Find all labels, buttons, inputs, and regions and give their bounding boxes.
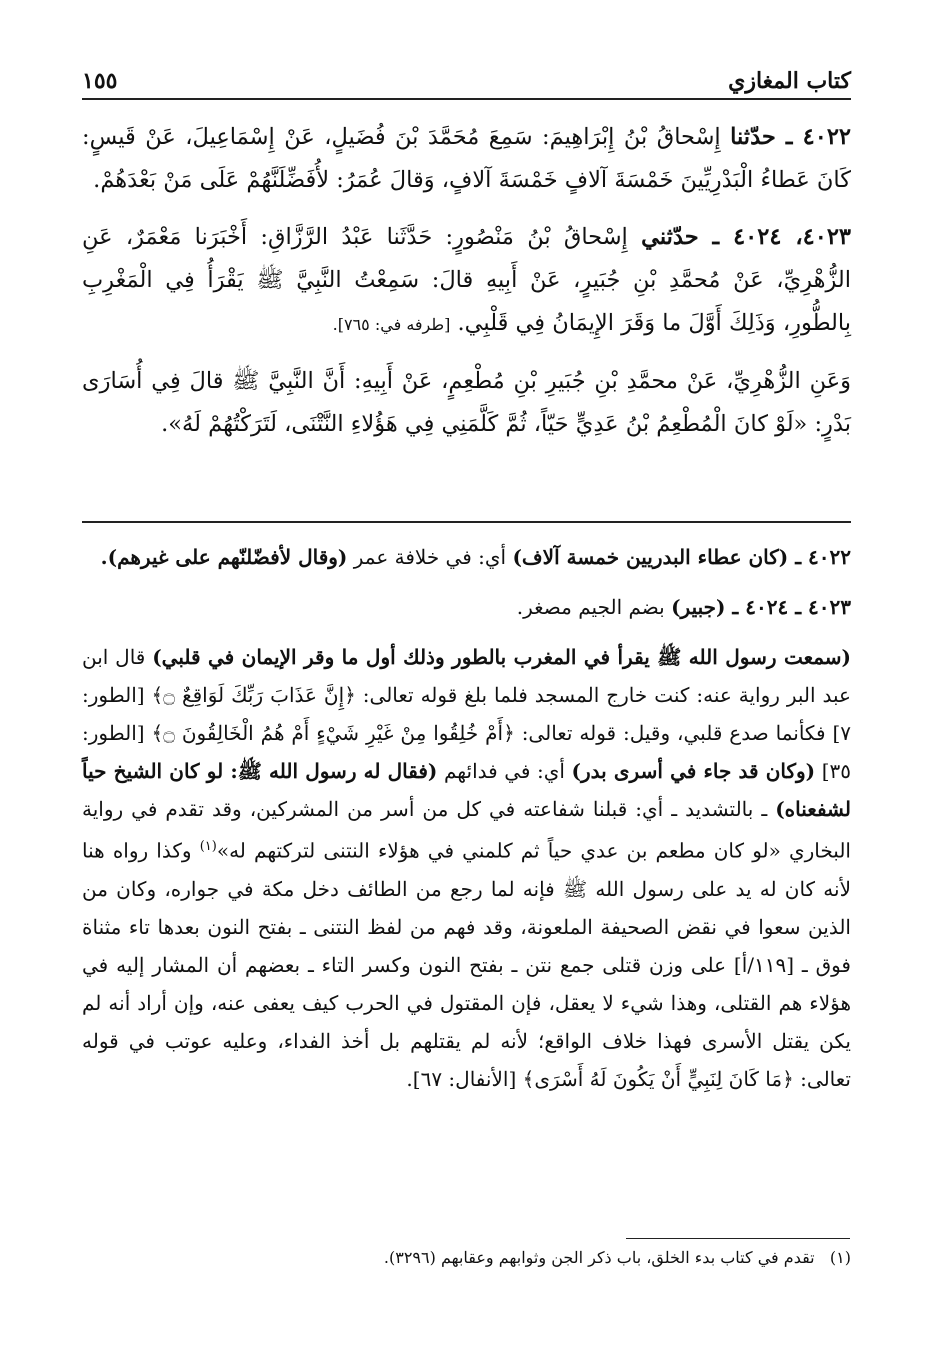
hadith-number: ٤٠٢٣، ٤٠٢٤ ـ حدّثني [641, 224, 851, 250]
commentary-gloss: بضم الجيم مصغر. [516, 595, 665, 619]
footnote-text: تقدم في كتاب بدء الخلق، باب ذكر الجن وثوابهم وعقابهم (٣٢٩٦). [383, 1248, 815, 1267]
footnote-1 [82, 1245, 851, 1271]
footnote [82, 1245, 851, 1271]
cross-reference: [طرفه في: ٧٦٥]. [332, 315, 451, 334]
section-divider [82, 521, 851, 523]
hadith-body: إِسْحاقُ بْنُ إِبْرَاهِيمَ: سَمِعَ مُحَمَّدَ بْنَ فُضَيلٍ، عَنْ إِسْمَاعِيلَ، عَنْ قَيسٍ: كَانَ عَطاءُ الْبَدْرِيِّينَ خَمْسَةَ آلافٍ خَمْسَةَ آلافٍ، وَقالَ عُمَرُ: لأُفَضِّلَنَّهُمْ عَلَى مَنْ بَعْدَهُمْ. [82, 124, 851, 193]
commentary-lemma: (سمعت رسول الله ﷺ يقرأ في المغرب بالطور وذلك أول ما وقر الإيمان في قلبي) [152, 645, 852, 669]
hadith-body: إِسْحاقُ بْنُ مَنْصُورٍ: حَدَّثَنا عَبْدُ الرَّزَّاقِ: أَخْبَرَنا مَعْمَرٌ، عَنِ الزُّهْرِيِّ، عَنْ مُحمَّدِ بْنِ جُبَيرٍ، عَنْ أَبِيهِ قالَ: سَمِعْتُ النَّبِيَّ ﷺ يَقْرَأُ فِي الْمَغْرِبِ بِالطُّورِ، وَذَلِكَ أَوَّلَ ما وَقَرَ الإِيمَانُ فِي قَلْبِي. [82, 224, 851, 336]
commentary-lemma: ٤٠٢٢ ـ (كان عطاء البدريين خمسة آلاف) [512, 545, 851, 569]
hadith-4022 [82, 116, 851, 202]
commentary-gloss: ـ بالتشديد ـ أي: قبلنا شفاعته في كل من أسر من المشركين، وقد تقدم في رواية البخاري «لو كان مطعم بن عدي حياً ثم كلمني في هؤلاء النتنى لتركتهم له» [82, 797, 851, 863]
book-title: كتاب المغازي [728, 68, 851, 94]
commentary-gloss: أي: في فدائهم [443, 759, 565, 783]
footnote-marker: (١) [199, 839, 217, 854]
commentary-4022 [82, 538, 851, 576]
commentary-gloss: وكذا رواه هنا لأنه كان له يد على رسول الله ﷺ فإنه لما رجع من الطائف دخل مكة في جواره، وكان من الذين سعوا في نقض الصحيفة الملعونة، وقد فهم من لفظ النتنى ـ بفتح النون بعدها تاء مثناة فوق ـ [١١٩/أ] على وزن قتلى جمع نتن ـ بفتح النون وكسر التاء ـ بعضهم أن المشار إليه في هؤلاء هم القتلى، وهذا شيء لا يعقل، فإن المقتول في الحرب كيف يعفى عنه، وإن أراد أنه لم يكن يقتل الأسرى فهذا خلاف الواقع؛ لأنه لم يقتلهم بل أخذ الفداء، وعليه عوتب في قوله تعالى: ﴿مَا كَانَ لِنَبِيٍّ أَنْ يَكُونَ لَهُ أَسْرَى﴾ [الأنفال: ٦٧]. [82, 838, 851, 1091]
hadith-continuation [82, 360, 851, 446]
commentary-lemma: (فقال له رسول الله ﷺ: لو كان الشيخ حياً لشفعناه) [82, 759, 851, 821]
footnote-divider [626, 1238, 850, 1239]
page-number: ١٥٥ [82, 68, 118, 94]
hadith-body: وَعَنِ الزُّهْرِيِّ، عَنْ محمَّدِ بْنِ جُبَيرِ بْنِ مُطْعِمٍ، عَنْ أَبِيهِ: أَنَّ النَّبِيَّ ﷺ قالَ فِي أُسَارَى بَدْرٍ: «لَوْ كانَ الْمُطْعِمُ بْنُ عَدِيٍّ حَيّاً، ثُمَّ كَلَّمَنِي فِي هَؤُلاءِ النَّتْنَى، لَتَرَكْتُهُمْ لَهُ». [82, 368, 851, 437]
commentary-lemma: ٤٠٢٣ ـ ٤٠٢٤ ـ (جبير) [671, 595, 851, 619]
footnote-number: (١) [829, 1248, 851, 1267]
hadith-text [82, 116, 851, 460]
commentary-gloss: أي: في خلافة عمر [353, 545, 507, 569]
commentary-4023-4024 [82, 588, 851, 626]
commentary-lemma: (وكان قد جاء في أسرى بدر) [571, 759, 816, 783]
page-header [82, 54, 851, 100]
commentary-text [82, 538, 851, 1110]
hadith-4023-4024 [82, 216, 851, 346]
commentary-main [82, 638, 851, 1098]
hadith-number: ٤٠٢٢ ـ حدّثنا [730, 124, 851, 150]
commentary-lemma: (وقال لأفضّلنّهم على غيرهم). [100, 545, 348, 569]
commentary-gloss: قال ابن عبد البر رواية عنه: كنت خارج المسجد فلما بلغ قوله تعالى: ﴿إِنَّ عَذَابَ رَبِّكَ لَوَاقِعٌ ۝﴾ [الطور: ٧] فكأنما صدع قلبي، وقيل: قوله تعالى: ﴿أَمْ خُلِقُوا مِنْ غَيْرِ شَيْءٍ أَمْ هُمُ الْخَالِقُونَ ۝﴾ [الطور: ٣٥] [82, 645, 852, 783]
